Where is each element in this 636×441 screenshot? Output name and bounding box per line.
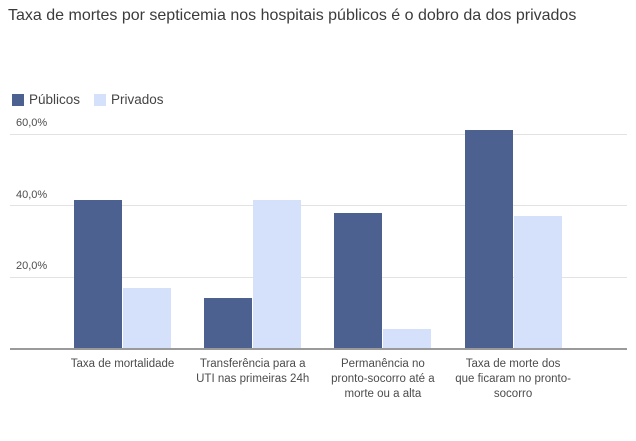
- y-axis-tick-label: 40,0%: [16, 188, 48, 201]
- bar-publicos-3: [465, 130, 513, 348]
- y-axis-tick-label: 20,0%: [16, 260, 48, 273]
- x-axis-category-label: Transferência para a UTI nas primeiras 24h: [196, 358, 310, 385]
- bar-privados-1: [253, 200, 301, 349]
- x-axis-category-label: Permanência no pronto-socorro até a morte ou a alta: [331, 358, 435, 400]
- bar-privados-3: [514, 216, 562, 349]
- bar-privados-0: [123, 288, 171, 349]
- x-axis-category-label: Taxa de mortalidade: [70, 358, 175, 370]
- legend-label: Privados: [111, 92, 164, 107]
- bar-publicos-1: [204, 298, 252, 348]
- chart-title: Taxa de mortes por septicemia nos hospitais públicos é o dobro da dos privados: [8, 7, 577, 24]
- bar-publicos-0: [74, 200, 122, 349]
- gridline-60: [10, 134, 627, 135]
- legend-label: Públicos: [29, 92, 81, 107]
- x-axis-line: [10, 348, 627, 350]
- y-axis-tick-label: 60,0%: [16, 117, 48, 130]
- bar-publicos-2: [334, 213, 382, 349]
- bar-privados-2: [383, 329, 431, 349]
- x-axis-category-label: Taxa de morte dos que ficaram no pronto-socorro: [455, 358, 571, 400]
